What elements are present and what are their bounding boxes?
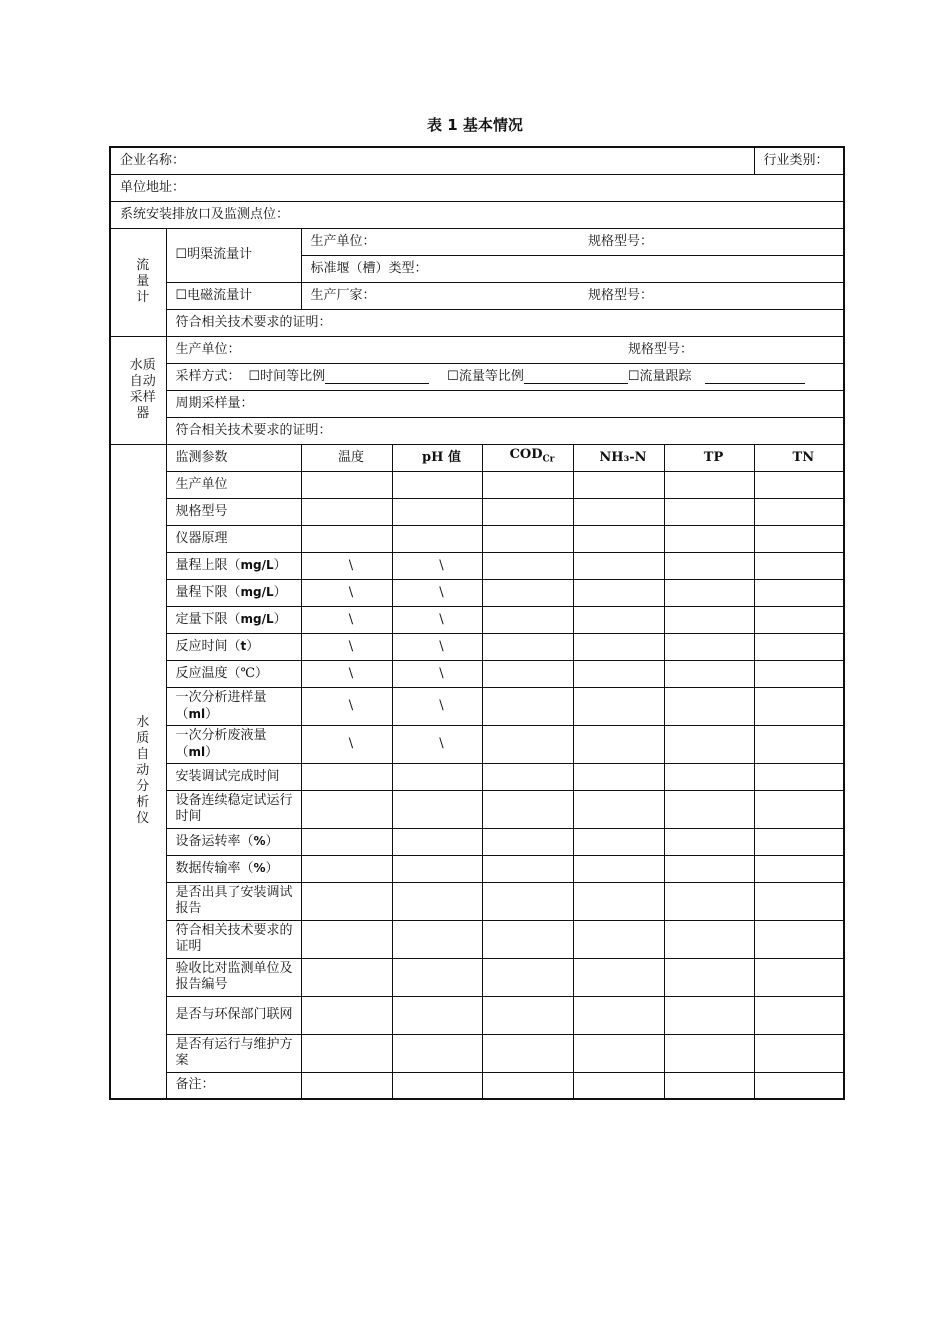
analyzer-cell[interactable] xyxy=(754,790,844,828)
sampler-producer-label: 生产单位： xyxy=(175,341,241,357)
flowmeter-manufacturer-label: 生产厂家： xyxy=(310,287,376,303)
analyzer-cell[interactable] xyxy=(664,498,754,525)
analyzer-row xyxy=(110,1072,844,1099)
analyzer-cell[interactable] xyxy=(754,882,844,920)
analyzer-cell[interactable] xyxy=(754,763,844,790)
analyzer-cell[interactable] xyxy=(482,828,573,855)
analyzer-cell[interactable] xyxy=(754,552,844,579)
analyzer-row xyxy=(110,855,844,882)
analyzer-cell[interactable] xyxy=(301,882,392,920)
analyzer-row-label: 设备连续稳定试运行时间 xyxy=(166,790,301,828)
analyzer-cell[interactable] xyxy=(301,920,392,958)
flowmeter-cert-field[interactable]: 符合相关技术要求的证明： xyxy=(166,309,844,336)
basic-info-table xyxy=(109,146,845,1100)
analyzer-cell[interactable] xyxy=(482,958,573,996)
analyzer-cell[interactable] xyxy=(754,996,844,1034)
analyzer-cell[interactable] xyxy=(392,790,482,828)
param-header: 监测参数 xyxy=(166,444,301,471)
analyzer-cell[interactable]: \ xyxy=(301,606,392,633)
analyzer-row xyxy=(110,996,844,1034)
analyzer-cell[interactable] xyxy=(573,471,664,498)
analyzer-cell[interactable] xyxy=(392,471,482,498)
analyzer-cell[interactable] xyxy=(754,725,844,763)
analyzer-cell[interactable] xyxy=(482,882,573,920)
analyzer-cell[interactable] xyxy=(664,579,754,606)
col-header-nh3n: NH₃-N xyxy=(573,444,664,471)
outlet-field[interactable]: 系统安装排放口及监测点位： xyxy=(110,201,844,228)
analyzer-cell[interactable] xyxy=(754,471,844,498)
analyzer-cell[interactable] xyxy=(301,1034,392,1072)
analyzer-cell[interactable] xyxy=(482,855,573,882)
analyzer-cell[interactable]: \ xyxy=(301,633,392,660)
analyzer-cell[interactable] xyxy=(754,525,844,552)
analyzer-cell[interactable]: \ xyxy=(301,687,392,725)
analyzer-row-label: 安装调试完成时间 xyxy=(166,763,301,790)
analyzer-cell[interactable] xyxy=(664,1072,754,1099)
analyzer-row-label: 是否出具了安装调试报告 xyxy=(166,882,301,920)
analyzer-row xyxy=(110,790,844,828)
analyzer-row-label: 是否与环保部门联网 xyxy=(166,996,301,1034)
industry-type-field[interactable]: 行业类别： xyxy=(754,147,844,174)
analyzer-cell[interactable]: \ xyxy=(301,552,392,579)
analyzer-cell[interactable] xyxy=(573,552,664,579)
analyzer-cell[interactable] xyxy=(664,996,754,1034)
flowmeter-model-label: 规格型号： xyxy=(588,233,654,249)
flowmeter-producer-label: 生产单位： xyxy=(310,233,376,249)
analyzer-cell[interactable] xyxy=(664,882,754,920)
period-sample-volume-field[interactable]: 周期采样量： xyxy=(166,390,844,417)
analyzer-cell[interactable] xyxy=(573,660,664,687)
analyzer-row xyxy=(110,660,844,687)
analyzer-cell[interactable] xyxy=(482,552,573,579)
analyzer-cell[interactable] xyxy=(482,1072,573,1099)
flowmeter-producer-row[interactable] xyxy=(301,228,844,255)
analyzer-cell[interactable]: \ xyxy=(392,606,482,633)
analyzer-cell[interactable] xyxy=(482,1034,573,1072)
analyzer-cell[interactable] xyxy=(664,687,754,725)
analyzer-cell[interactable] xyxy=(482,471,573,498)
sampler-cert-field[interactable]: 符合相关技术要求的证明： xyxy=(166,417,844,444)
analyzer-cell[interactable] xyxy=(301,525,392,552)
analyzer-cell[interactable] xyxy=(301,828,392,855)
analyzer-cell[interactable] xyxy=(754,828,844,855)
analyzer-row xyxy=(110,1034,844,1072)
flow-tracking-checkbox[interactable]: ☐流量跟踪 xyxy=(627,368,692,384)
analyzer-cell[interactable] xyxy=(573,687,664,725)
analyzer-cell[interactable] xyxy=(664,725,754,763)
analyzer-cell[interactable] xyxy=(573,606,664,633)
flowmeter-model-label-2: 规格型号： xyxy=(588,287,654,303)
analyzer-cell[interactable] xyxy=(392,920,482,958)
analyzer-row-label: 一次分析废液量（ml） xyxy=(166,725,301,763)
analyzer-row xyxy=(110,498,844,525)
page-title: 表 1 基本情况 xyxy=(427,116,523,134)
analyzer-row-label: 反应时间（t） xyxy=(166,633,301,660)
analyzer-cell[interactable] xyxy=(392,882,482,920)
analyzer-cell[interactable] xyxy=(301,498,392,525)
analyzer-cell[interactable]: \ xyxy=(301,660,392,687)
analyzer-cell[interactable] xyxy=(392,996,482,1034)
analyzer-cell[interactable] xyxy=(573,855,664,882)
analyzer-cell[interactable] xyxy=(392,855,482,882)
col-header-ph: pH 值 xyxy=(392,444,482,471)
analyzer-cell[interactable] xyxy=(754,1072,844,1099)
analyzer-row xyxy=(110,525,844,552)
analyzer-cell[interactable]: \ xyxy=(301,579,392,606)
analyzer-cell[interactable] xyxy=(664,660,754,687)
flowmeter-manufacturer-row[interactable] xyxy=(301,282,844,309)
analyzer-cell[interactable] xyxy=(754,855,844,882)
analyzer-row xyxy=(110,763,844,790)
analyzer-row-label: 符合相关技术要求的证明 xyxy=(166,920,301,958)
enterprise-name-field[interactable]: 企业名称： xyxy=(110,147,754,174)
analyzer-cell[interactable] xyxy=(573,1034,664,1072)
analyzer-cell[interactable] xyxy=(392,1034,482,1072)
analyzer-row-label: 生产单位 xyxy=(166,471,301,498)
sampling-method-row xyxy=(166,363,844,390)
col-header-tn: TN xyxy=(754,444,844,471)
analyzer-cell[interactable] xyxy=(573,996,664,1034)
analyzer-cell[interactable] xyxy=(754,958,844,996)
analyzer-row xyxy=(110,958,844,996)
analyzer-row-label: 量程下限（mg/L） xyxy=(166,579,301,606)
analyzer-cell[interactable] xyxy=(482,606,573,633)
analyzer-cell[interactable] xyxy=(482,660,573,687)
open-channel-flowmeter-checkbox[interactable]: ☐明渠流量计 xyxy=(166,228,301,282)
flow-proportional-blank[interactable] xyxy=(524,369,628,384)
analyzer-cell[interactable] xyxy=(754,687,844,725)
analyzer-cell[interactable] xyxy=(754,606,844,633)
analyzer-cell[interactable]: \ xyxy=(301,725,392,763)
analyzer-cell[interactable] xyxy=(573,1072,664,1099)
analyzer-cell[interactable] xyxy=(301,471,392,498)
analyzer-row-label: 定量下限（mg/L） xyxy=(166,606,301,633)
analyzer-row-label: 量程上限（mg/L） xyxy=(166,552,301,579)
analyzer-cell[interactable]: \ xyxy=(392,687,482,725)
electromagnetic-flowmeter-checkbox[interactable]: ☐电磁流量计 xyxy=(166,282,301,309)
analyzer-cell[interactable] xyxy=(573,790,664,828)
flow-tracking-blank[interactable] xyxy=(705,369,805,384)
col-header-tp: TP xyxy=(664,444,754,471)
sampler-model-label: 规格型号： xyxy=(628,341,694,357)
analyzer-cell[interactable] xyxy=(301,790,392,828)
analyzer-cell[interactable] xyxy=(392,763,482,790)
analyzer-cell[interactable]: \ xyxy=(392,552,482,579)
analyzer-cell[interactable] xyxy=(301,996,392,1034)
weir-type-field[interactable]: 标准堰（槽）类型： xyxy=(301,255,844,282)
analyzer-cell[interactable] xyxy=(482,498,573,525)
analyzer-cell[interactable] xyxy=(301,763,392,790)
analyzer-cell[interactable] xyxy=(664,828,754,855)
analyzer-cell[interactable] xyxy=(664,525,754,552)
analyzer-row-label: 设备运转率（%） xyxy=(166,828,301,855)
analyzer-cell[interactable] xyxy=(482,687,573,725)
analyzer-row-label: 一次分析进样量（ml） xyxy=(166,687,301,725)
analyzer-cell[interactable] xyxy=(664,606,754,633)
analyzer-row-label: 规格型号 xyxy=(166,498,301,525)
analyzer-cell[interactable] xyxy=(573,725,664,763)
analyzer-cell[interactable] xyxy=(573,882,664,920)
sampler-section-label: 水质 自动 采样 器 xyxy=(110,336,166,444)
analyzer-cell[interactable] xyxy=(754,498,844,525)
analyzer-cell[interactable] xyxy=(754,579,844,606)
analyzer-cell[interactable] xyxy=(301,1072,392,1099)
analyzer-row xyxy=(110,882,844,920)
analyzer-cell[interactable] xyxy=(482,525,573,552)
analyzer-cell[interactable] xyxy=(392,498,482,525)
flowmeter-section-label: 流 量 计 xyxy=(110,228,166,336)
analyzer-cell[interactable] xyxy=(482,996,573,1034)
analyzer-cell[interactable] xyxy=(754,920,844,958)
analyzer-cell[interactable] xyxy=(392,958,482,996)
analyzer-cell[interactable] xyxy=(573,828,664,855)
analyzer-cell[interactable] xyxy=(573,525,664,552)
analyzer-cell[interactable] xyxy=(754,1034,844,1072)
analyzer-cell[interactable] xyxy=(664,552,754,579)
analyzer-cell[interactable] xyxy=(573,958,664,996)
analyzer-cell[interactable] xyxy=(482,725,573,763)
analyzer-cell[interactable] xyxy=(482,920,573,958)
analyzer-cell[interactable] xyxy=(301,958,392,996)
analyzer-cell[interactable] xyxy=(664,633,754,660)
analyzer-row xyxy=(110,579,844,606)
analyzer-cell[interactable] xyxy=(754,633,844,660)
analyzer-cell[interactable] xyxy=(482,790,573,828)
time-proportional-checkbox[interactable]: ☐时间等比例 xyxy=(248,368,326,384)
analyzer-cell[interactable] xyxy=(573,633,664,660)
analyzer-cell[interactable] xyxy=(482,633,573,660)
analyzer-cell[interactable] xyxy=(754,660,844,687)
col-header-temperature: 温度 xyxy=(301,444,392,471)
analyzer-cell[interactable] xyxy=(664,471,754,498)
analyzer-cell[interactable] xyxy=(482,579,573,606)
flow-proportional-checkbox[interactable]: ☐流量等比例 xyxy=(447,368,524,384)
analyzer-row xyxy=(110,828,844,855)
col-header-cod: $COD_{Cr}$ xyxy=(482,444,573,471)
analyzer-cell[interactable] xyxy=(392,828,482,855)
analyzer-row xyxy=(110,552,844,579)
analyzer-row xyxy=(110,606,844,633)
analyzer-cell[interactable] xyxy=(573,498,664,525)
analyzer-row-label: 仪器原理 xyxy=(166,525,301,552)
analyzer-cell[interactable] xyxy=(664,790,754,828)
analyzer-row-label: 是否有运行与维护方案 xyxy=(166,1034,301,1072)
sampler-producer-row[interactable] xyxy=(166,336,844,363)
analyzer-row xyxy=(110,471,844,498)
analyzer-cell[interactable]: \ xyxy=(392,579,482,606)
analyzer-row-label: 备注： xyxy=(166,1072,301,1099)
time-proportional-blank[interactable] xyxy=(325,369,429,384)
analyzer-cell[interactable] xyxy=(664,1034,754,1072)
analyzer-cell[interactable] xyxy=(301,855,392,882)
analyzer-row xyxy=(110,920,844,958)
analyzer-cell[interactable]: \ xyxy=(392,660,482,687)
analyzer-cell[interactable] xyxy=(664,920,754,958)
analyzer-cell[interactable] xyxy=(392,1072,482,1099)
analyzer-cell[interactable] xyxy=(392,525,482,552)
analyzer-row-label: 验收比对监测单位及报告编号 xyxy=(166,958,301,996)
analyzer-row xyxy=(110,687,844,725)
analyzer-cell[interactable] xyxy=(664,763,754,790)
analyzer-row xyxy=(110,725,844,763)
analyzer-cell[interactable] xyxy=(573,920,664,958)
analyzer-cell[interactable] xyxy=(573,763,664,790)
analyzer-row-label: 反应温度（℃） xyxy=(166,660,301,687)
analyzer-row-label: 数据传输率（%） xyxy=(166,855,301,882)
analyzer-cell[interactable] xyxy=(573,579,664,606)
analyzer-section-label: 水 质 自 动 分 析 仪 xyxy=(110,444,166,1099)
analyzer-row xyxy=(110,633,844,660)
address-field[interactable]: 单位地址： xyxy=(110,174,844,201)
analyzer-cell[interactable]: \ xyxy=(392,633,482,660)
sampling-method-label: 采样方式： xyxy=(175,368,241,384)
analyzer-cell[interactable] xyxy=(664,958,754,996)
analyzer-cell[interactable] xyxy=(482,763,573,790)
analyzer-cell[interactable]: \ xyxy=(392,725,482,763)
analyzer-cell[interactable] xyxy=(664,855,754,882)
